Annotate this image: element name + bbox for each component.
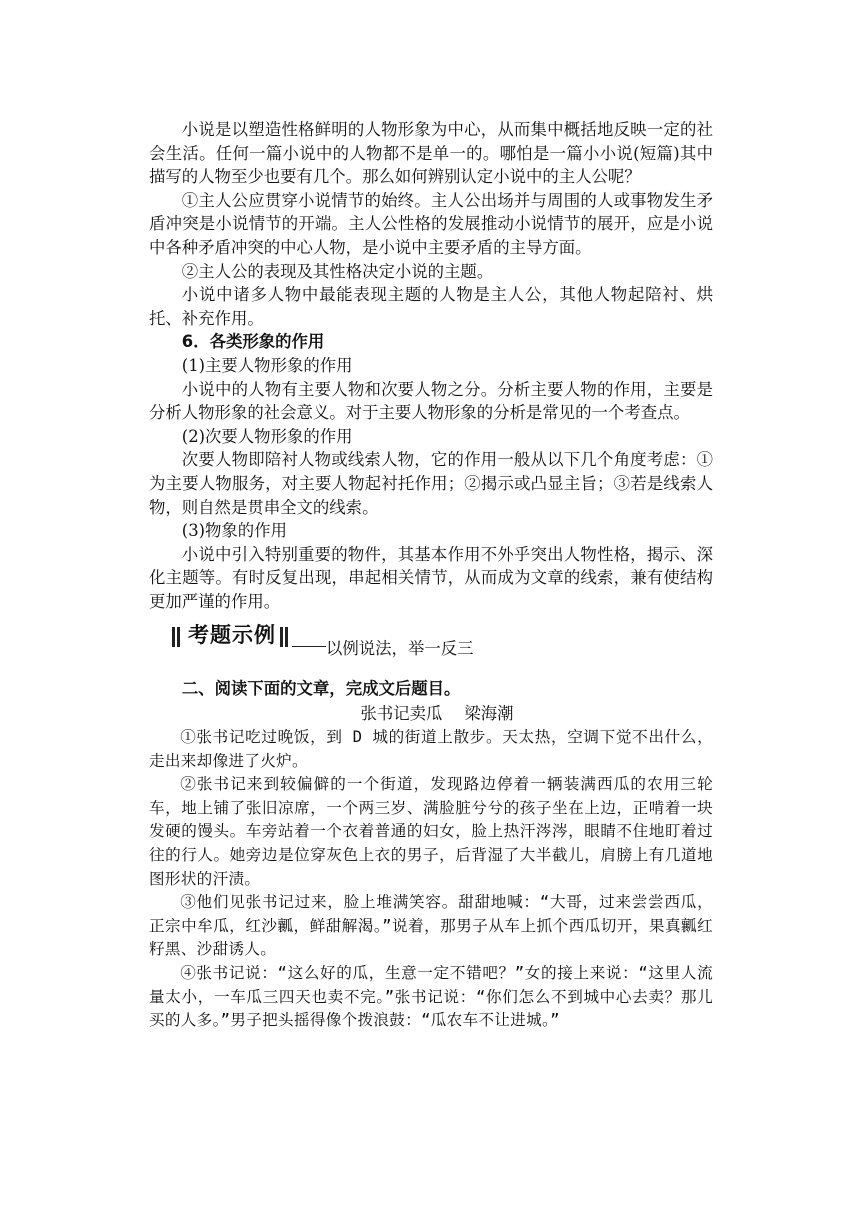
banner-bar-right-2 (285, 627, 288, 647)
subheading-object: (3)物象的作用 (181, 521, 287, 541)
story-title: 张书记卖瓜 (360, 704, 443, 724)
object-text: 小说中引入特别重要的物件，其基本作用不外乎突出人物性格，揭示、深化主题等。有时反复出现，串起相关情节，从而成为文章的线索，兼有使结构更加严谨的作用。 (149, 544, 713, 611)
intro-paragraph-2: ①主人公应贯穿小说情节的始终。主人公出场并与周围的人或事物发生矛盾冲突是小说情节的开端。主人公性格的发展推动小说情节的展开，应是小说中各种矛盾冲突的中心人物，是小说中主要矛盾的主导方面。 (149, 190, 713, 257)
story-paragraph-4: ④张书记说：“这么好的瓜，生意一定不错吧？”女的接上来说：“这里人流量太小，一车瓜三四天也卖不完。”张书记说：“你们怎么不到城中心去卖？那儿买的人多。”男子把头摇得像个拨浪鼓：“瓜农车不让进城。” (149, 964, 713, 1030)
main-character-text: 小说中的人物有主要人物和次要人物之分。分析主要人物的作用，主要是分析人物形象的社会意义。对于主要人物形象的分析是常见的一个考查点。 (149, 379, 713, 423)
story-paragraph-1: ①张书记吃过晚饭，到 D 城的街道上散步。天太热，空调下觉不出什么，走出来却像进了火炉。 (149, 728, 713, 770)
story-title-line (161, 701, 713, 726)
document-page (149, 118, 713, 1033)
intro-paragraph-3: ②主人公的表现及其性格决定小说的主题。 (181, 261, 494, 281)
intro-paragraph-1: 小说是以塑造性格鲜明的人物形象为中心，从而集中概括地反映一定的社会生活。任何一篇小说中的人物都不是单一的。哪怕是一篇小小说(短篇)其中描写的人物至少也要有几个。那么如何辨别认定小说中的主人公呢？ (149, 120, 713, 187)
exercise-instruction: 二、阅读下面的文章，完成文后题目。 (181, 679, 461, 699)
story-paragraph-3: ③他们见张书记过来，脸上堆满笑容。甜甜地喊：“大哥，过来尝尝西瓜，正宗中牟瓜，红沙瓤，鲜甜解渴。”说着，那男子从车上抓个西瓜切开，果真瓤红籽黑、沙甜诱人。 (149, 893, 713, 959)
section-6-heading: 6．各类形象的作用 (181, 332, 325, 352)
banner-bar-right (280, 627, 283, 647)
banner-bar-left (172, 627, 175, 647)
banner-title: 考题示例 (188, 623, 276, 648)
intro-paragraph-4: 小说中诸多人物中最能表现主题的人物是主人公，其他人物起陪衬、烘托、补充作用。 (149, 285, 713, 328)
secondary-character-text: 次要人物即陪衬人物或线索人物，它的作用一般从以下几个角度考虑：①为主要人物服务，对主要人物起衬托作用；②揭示或凸显主旨；③若是线索人物，则自然是贯串全文的线索。 (149, 450, 713, 517)
banner-subtitle: 以例说法，举一反三 (326, 639, 474, 659)
subheading-secondary-character: (2)次要人物形象的作用 (181, 426, 353, 446)
exam-example-banner (172, 617, 713, 659)
subheading-main-character: (1)主要人物形象的作用 (181, 355, 353, 375)
story-author: 梁海潮 (464, 704, 514, 724)
banner-bar-left-2 (177, 627, 180, 647)
story-paragraph-2: ②张书记来到较偏僻的一个街道，发现路边停着一辆装满西瓜的农用三轮车，地上铺了张旧凉席，一个两三岁、满脸脏兮兮的孩子坐在上边，正啃着一块发硬的馒头。车旁站着一个衣着普通的妇女，脸上热汗涔涔，眼睛不住地盯着过往的行人。她旁边是位穿灰色上衣的男子，后背湿了大半截儿，肩膀上有几道地图形状的汗渍。 (149, 775, 713, 888)
banner-rule (292, 646, 326, 647)
